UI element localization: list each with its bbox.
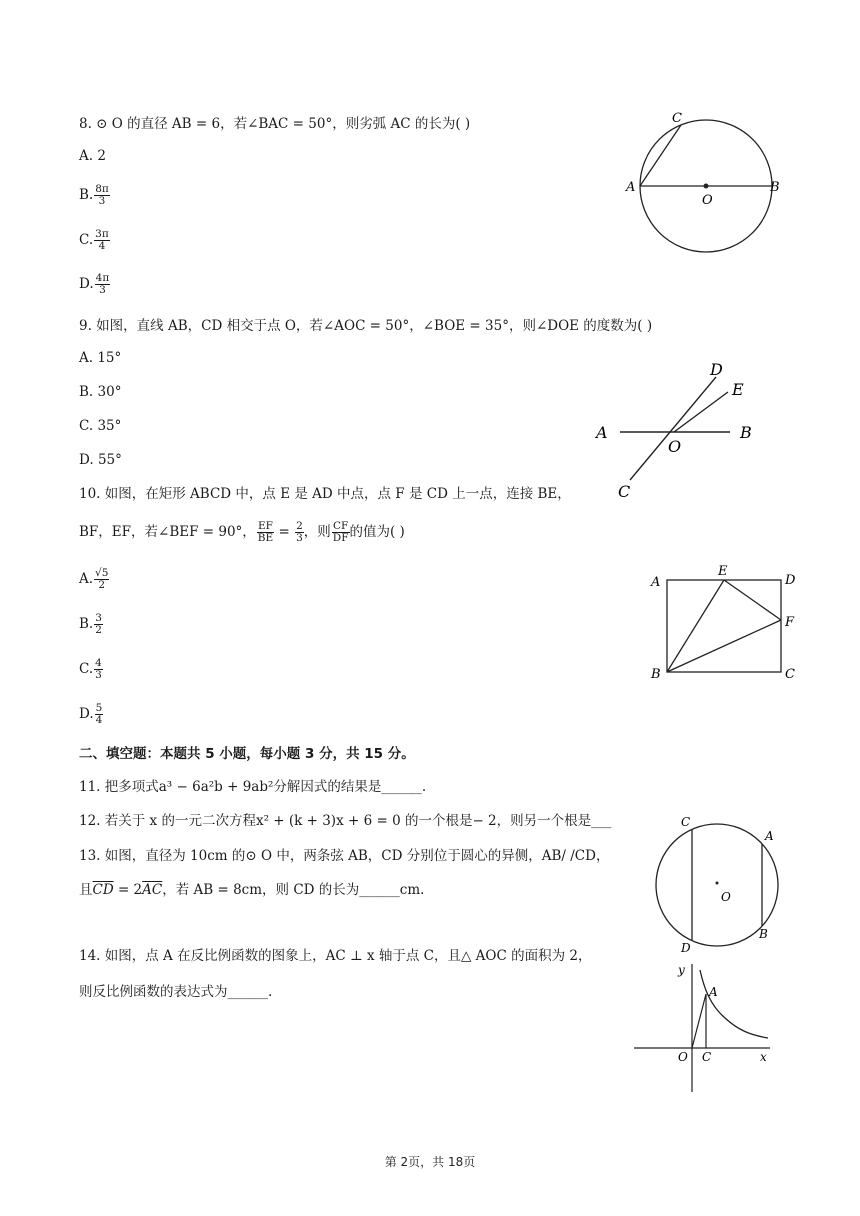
- label-b: B: [770, 180, 780, 195]
- label-y: y: [678, 963, 685, 977]
- q14-hyperbola-figure: [630, 960, 780, 1100]
- q14-line1: 14. 如图，点 A 在反比例函数的图象上，AC ⊥ x 轴于点 C，且△ AOC 的面积为 2，: [79, 948, 592, 964]
- arc-ac: $\overline{AC}$: [142, 882, 163, 898]
- q10-option-b: B. $\frac{3}{2}$: [79, 612, 102, 636]
- label-d: D: [710, 360, 723, 379]
- q9-option-a: A. 15°: [79, 350, 122, 366]
- label-o: O: [702, 193, 713, 208]
- q8-option-b: B. $\frac{8\pi}{3}$: [79, 183, 109, 207]
- q10-stem-line2: BF，EF，若∠BEF = 90°， $\frac{EF}{BE}$ = $\frac{2}{3}$ ，则 $\frac{CF}{DF}$ 的值为( ): [79, 520, 405, 544]
- label-d: D: [681, 941, 691, 955]
- q13-line1: 13. 如图，直径为 10cm 的⊙ O 中，两条弦 AB，CD 分别位于圆心的异侧，AB/ /CD，: [79, 848, 610, 864]
- q12-stem: 12. 若关于 x 的一元二次方程x² + (k + 3)x + 6 = 0 的一个根是− 2，则另一个根是___: [79, 813, 612, 829]
- label-c: C: [785, 667, 795, 682]
- label-c: C: [618, 482, 631, 501]
- label-d: D: [785, 573, 796, 588]
- q10-option-c: C. $\frac{4}{3}$: [79, 657, 102, 681]
- label-c: C: [672, 111, 682, 126]
- label-e: E: [732, 380, 744, 399]
- label-b: B: [740, 423, 752, 442]
- label-o: O: [668, 437, 682, 456]
- q8-option-c: C. $\frac{3\pi}{4}$: [79, 228, 109, 252]
- q11-stem: 11. 把多项式a³ − 6a²b + 9ab²分解因式的结果是______.: [79, 779, 427, 795]
- label-a: A: [765, 829, 774, 843]
- label-a: A: [596, 423, 608, 442]
- q8-stem: 8. ⊙ O 的直径 AB = 6，若∠BAC = 50°，则劣弧 AC 的长为( ): [79, 116, 471, 132]
- label-a: A: [709, 985, 718, 999]
- label-c: C: [681, 815, 691, 829]
- q9-stem: 9. 如图，直线 AB，CD 相交于点 O，若∠AOC = 50°，∠BOE = 35°，则∠DOE 的度数为( ): [79, 318, 653, 334]
- q10-rectangle-figure: [645, 560, 805, 685]
- arc-cd: $\overline{CD}$: [92, 882, 114, 898]
- label-b: B: [759, 927, 768, 941]
- label-o: O: [721, 890, 731, 904]
- q14-line2: 则反比例函数的表达式为______.: [79, 984, 273, 1000]
- label-e: E: [718, 564, 728, 579]
- q8-option-a: A. 2: [79, 148, 106, 164]
- label-o: O: [678, 1050, 688, 1064]
- label-f: F: [785, 615, 795, 630]
- q9-option-c: C. 35°: [79, 418, 122, 434]
- q8-circle-figure: [620, 110, 790, 260]
- q13-line2: 且$\overline{CD} = 2\overline{AC}$，若 AB = 8cm，则 CD 的长为______cm.: [79, 882, 425, 898]
- label-c: C: [702, 1050, 712, 1064]
- q9-option-d: D. 55°: [79, 452, 122, 468]
- q9-lines-figure: [590, 355, 770, 505]
- label-a: A: [626, 180, 636, 195]
- q8-option-d: D. $\frac{4\pi}{3}$: [79, 272, 110, 296]
- label-b: B: [651, 667, 661, 682]
- section2-heading: 二、填空题：本题共 5 小题，每小题 3 分，共 15 分。: [79, 746, 415, 762]
- q10-option-d: D. $\frac{5}{4}$: [79, 702, 103, 726]
- page-footer: 第 2页，共 18页: [384, 1155, 476, 1169]
- label-a: A: [651, 575, 661, 590]
- label-x: x: [760, 1050, 767, 1064]
- q10-option-a: A. $\frac{√5}{2}$: [79, 567, 109, 591]
- q9-option-b: B. 30°: [79, 384, 122, 400]
- q13-circle-figure: [645, 810, 795, 960]
- q10-stem-line1: 10. 如图，在矩形 ABCD 中，点 E 是 AD 中点，点 F 是 CD 上一点，连接 BE，: [79, 486, 571, 502]
